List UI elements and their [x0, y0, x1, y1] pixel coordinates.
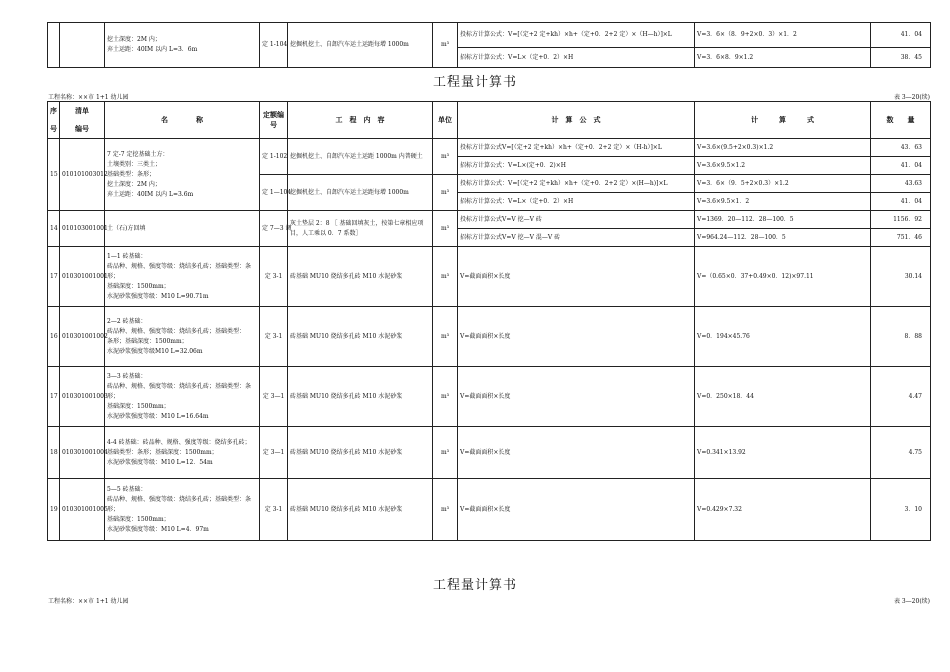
content-cell: 灰土垫层 2：8 ［ 基础回填灰土，按第七章相应项目，人工乘以 0．7 系数］ — [288, 211, 433, 247]
seq-cell: 17 — [48, 247, 60, 307]
content-cell: 挖掘机挖土、自卸汽车运土运距 1000m 内普硬土 — [288, 139, 433, 175]
quota-cell: 定 3-1 — [260, 479, 288, 541]
qty-cell: 3．10 — [871, 479, 931, 541]
content-cell: 砖基础 MU10 烧结多孔砖 M10 水泥砂浆 — [288, 427, 433, 479]
header-code: 清单 编号 — [60, 102, 105, 139]
top-desc-cell — [105, 23, 260, 68]
qty-cell: 41．04 — [871, 157, 931, 175]
qty-cell: 4.47 — [871, 367, 931, 427]
unit-cell: m³ — [433, 479, 458, 541]
unit-cell: m³ — [433, 367, 458, 427]
quota-cell: 定 7—3 调 — [260, 211, 288, 247]
qty-cell: 43．63 — [871, 139, 931, 157]
quota-cell: 定 3-1 — [260, 307, 288, 367]
desc-cell: 7 定-7 定挖基础土方： 土壤类别：三类土； 基础类型：条形； 挖土深度：2M 内； 弃土运距：40IM 以内 L=3.6m — [105, 139, 260, 211]
top-qty-cell: 41．04 — [871, 23, 931, 48]
calc-cell: V=0.429×7.32 — [695, 479, 871, 541]
table-row — [48, 367, 931, 427]
code-cell: 010301001003 — [60, 367, 105, 427]
formula-cell: V=截面面积×长度 — [458, 307, 695, 367]
code-cell: 010301001002 — [60, 307, 105, 367]
calc-cell: V=3.6×9.5×1．2 — [695, 193, 871, 211]
top-qty-cell: 38．45 — [871, 48, 931, 68]
desc-cell: 4-4 砖基础：砖品种、规格、强度等级：烧结多孔砖； 基础类型：条形；基础深度：1500mm； 水泥砂浆强度等级：M10 L=12．54m — [105, 427, 260, 479]
header-calc: 计 算 式 — [695, 102, 871, 139]
formula-cell: 招标方计算公式：V=L×(定+0．2)×H — [458, 157, 695, 175]
content-cell: 砖基础 MU10 烧结多孔砖 M10 水泥砂浆 — [288, 367, 433, 427]
formula-cell: V=截面面积×长度 — [458, 479, 695, 541]
formula-cell: 投标方计算公式V=[（定+2 定+kh）×h+（定+0．2+2 定）×（H-h）]×L — [458, 139, 695, 157]
header-formula: 计 算 公 式 — [458, 102, 695, 139]
top-unit-cell: m³ — [433, 23, 458, 68]
top-content-cell: 挖掘机挖土、自卸汽车运土运距每增 1000m — [288, 23, 433, 68]
calc-cell: V=3.6×9.5×1.2 — [695, 157, 871, 175]
desc-cell: 土（石)方回填 — [105, 211, 260, 247]
qty-cell: 1156．92 — [871, 211, 931, 229]
formula-cell: 投标方计算公式：V=[（定+2 定+kh）×h+（定+0．2+2 定）×(H—h)]×L — [458, 175, 695, 193]
header-unit: 单位 — [433, 102, 458, 139]
main-table — [47, 101, 931, 541]
header-content: 工 程 内 容 — [288, 102, 433, 139]
project-name: 工程名称：××市 1+1 幼儿园 — [48, 94, 129, 101]
formula-cell: 投标方计算公式V=V 挖—V 砖 — [458, 211, 695, 229]
code-cell: 010101003012 — [60, 139, 105, 211]
qty-cell: 8．88 — [871, 307, 931, 367]
desc-cell: 1—1 砖基础： 砖品种、规格、强度等级：烧结多孔砖；基础类型：条形； 基础深度：1500mm； 水泥砂浆强度等级：M10 L=90.71m — [105, 247, 260, 307]
seq-cell: 17 — [48, 367, 60, 427]
calc-cell: V=0．194×45.76 — [695, 307, 871, 367]
header-seq: 序 号 — [48, 102, 60, 139]
content-cell: 挖掘机挖土、自卸汽车运土运距每增 1000m — [288, 175, 433, 211]
table-row — [48, 479, 931, 541]
formula-cell: V=截面面积×长度 — [458, 367, 695, 427]
top-desc-line: 弃土运距：40IM 以内 L=3．6m — [107, 46, 198, 53]
qty-cell: 41．04 — [871, 193, 931, 211]
header-row — [48, 102, 931, 139]
qty-cell: 30.14 — [871, 247, 931, 307]
quota-cell: 定 3-1 — [260, 247, 288, 307]
quota-cell: 定 1—104 — [260, 175, 288, 211]
header-qty: 数 量 — [871, 102, 931, 139]
calc-cell: V=（0.65×0．37+0.49×0．12)×97.11 — [695, 247, 871, 307]
code-cell: 010103001001 — [60, 211, 105, 247]
seq-cell: 14 — [48, 211, 60, 247]
code-cell: 010301001005 — [60, 479, 105, 541]
page-title: 工程量计算书 — [432, 75, 517, 90]
code-cell: 010301001004 — [60, 427, 105, 479]
quota-cell: 定 1-102 — [260, 139, 288, 175]
top-desc-line: 挖土深度：2M 内； — [107, 36, 161, 43]
top-formula-cell: 招标方计算公式：V=L×（定+0．2）×H — [458, 48, 695, 68]
calc-cell: V=0．250×18．44 — [695, 367, 871, 427]
table-row — [48, 427, 931, 479]
formula-cell: V=截面面积×长度 — [458, 427, 695, 479]
qty-cell: 751．46 — [871, 229, 931, 247]
content-cell: 砖基础 MU10 烧结多孔砖 M10 水泥砂浆 — [288, 307, 433, 367]
unit-cell: m³ — [433, 211, 458, 247]
code-cell: 010301001001 — [60, 247, 105, 307]
unit-cell: m³ — [433, 307, 458, 367]
content-cell: 砖基础 MU10 烧结多孔砖 M10 水泥砂浆 — [288, 247, 433, 307]
top-quota-cell: 定 1-104 — [260, 23, 288, 68]
table-row — [48, 211, 931, 229]
quota-cell: 定 3—1 — [260, 367, 288, 427]
unit-cell: m³ — [433, 247, 458, 307]
formula-cell: V=截面面积×长度 — [458, 247, 695, 307]
unit-cell: m³ — [433, 427, 458, 479]
seq-cell: 19 — [48, 479, 60, 541]
quota-cell: 定 3—1 — [260, 427, 288, 479]
calc-cell: V=1369．20—112．28—100．5 — [695, 211, 871, 229]
project-name: 工程名称：××市 1+1 幼儿园 — [48, 598, 129, 605]
formula-cell: 招标方计算公式V=V 挖—V 混—V 砖 — [458, 229, 695, 247]
header-quota: 定额编号 — [260, 102, 288, 139]
top-code-cell — [60, 23, 105, 68]
table-row — [48, 139, 931, 157]
seq-cell: 16 — [48, 307, 60, 367]
desc-cell: 5—5 砖基础： 砖品种、规格、强度等级：烧结多孔砖；基础类型：条形； 基础深度：1500mm； 水泥砂浆强度等级：M10 L=4．97m — [105, 479, 260, 541]
top-calc-cell: V=3．6×（8．9+2×0．3）×1．2 — [695, 23, 871, 48]
unit-cell: m³ — [433, 175, 458, 211]
calc-cell: V=3．6×（9．5+2×0.3）×1.2 — [695, 175, 871, 193]
calc-cell: V=964.24—112．28—100．5 — [695, 229, 871, 247]
header-name: 名 称 — [105, 102, 260, 139]
desc-cell: 3—3 砖基础： 砖品种、规格、强度等级：烧结多孔砖；基础类型：条形； 基础深度：1500mm； 水泥砂浆强度等级：M10 L=16.64m — [105, 367, 260, 427]
seq-cell: 15 — [48, 139, 60, 211]
calc-cell: V=0.341×13.92 — [695, 427, 871, 479]
calc-cell: V=3.6×(9.5+2×0.3)×1.2 — [695, 139, 871, 157]
unit-cell: m³ — [433, 139, 458, 175]
top-fragment-table — [47, 22, 931, 68]
top-formula-cell: 投标方计算公式：V=[（定+2 定+kh）×h+（定+0．2+2 定）×（H—h）]×L — [458, 23, 695, 48]
top-calc-cell: V=3．6×8．9×1.2 — [695, 48, 871, 68]
desc-cell: 2—2 砖基础： 砖品种、规格、强度等级：烧结多孔砖；基础类型： 条形；基础深度：1500mm； 水泥砂浆强度等级M10 L=32.06m — [105, 307, 260, 367]
seq-cell: 18 — [48, 427, 60, 479]
table-row — [48, 247, 931, 307]
table-row — [48, 307, 931, 367]
page-title: 工程量计算书 — [432, 578, 517, 593]
table-number: 表 3—20(续) — [893, 598, 930, 605]
content-cell: 砖基础 MU10 烧结多孔砖 M10 水泥砂浆 — [288, 479, 433, 541]
formula-cell: 招标方计算公式：V=L×（定+0．2）×H — [458, 193, 695, 211]
qty-cell: 43.63 — [871, 175, 931, 193]
top-seq-cell — [48, 23, 60, 68]
qty-cell: 4.75 — [871, 427, 931, 479]
table-number: 表 3—20(续) — [893, 94, 930, 101]
